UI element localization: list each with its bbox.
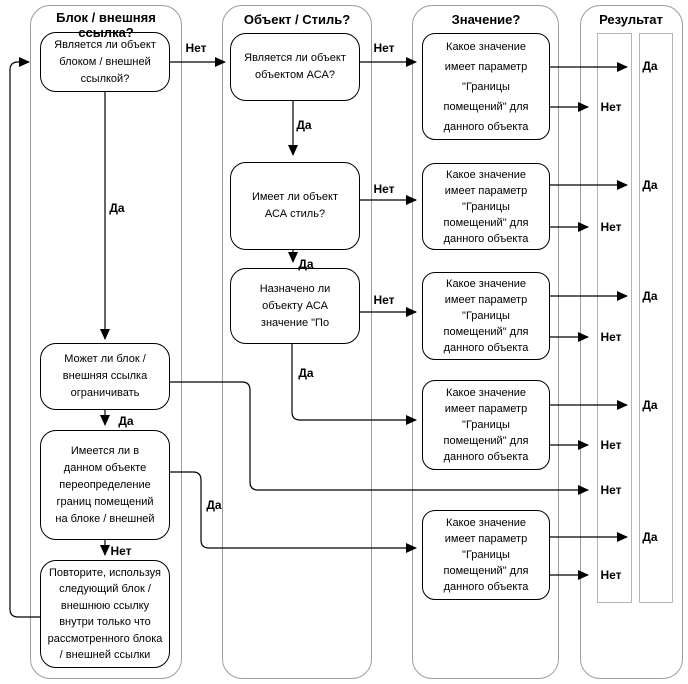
node-assigned-by-style: Назначено ли объекту АСА значение "По: [230, 268, 360, 344]
edge-label-no: Нет: [185, 41, 207, 55]
column-header-object-style: Объект / Стиль?: [243, 12, 351, 27]
result-label-no: Нет: [600, 100, 622, 114]
edge-label-yes: Да: [298, 257, 314, 271]
edge-c3-yes: [292, 344, 416, 420]
node-has-override: Имеется ли в данном объекте переопределение границ помещений на блоке / внешней: [40, 430, 170, 540]
result-label-no: Нет: [600, 483, 622, 497]
edge-label-yes: Да: [109, 201, 125, 215]
node-value-question: Какое значение имеет параметр "Границы помещений" для данного объекта: [422, 510, 550, 600]
result-label-yes: Да: [642, 398, 658, 412]
result-label-no: Нет: [600, 220, 622, 234]
node-repeat-next: Повторите, используя следующий блок / внешнюю ссылку внутри только что рассмотренного блока / внешней ссылки: [40, 560, 170, 668]
edge-repeat-loop: [10, 62, 42, 617]
edge-label-yes: Да: [298, 366, 314, 380]
edge-label-yes: Да: [118, 414, 134, 428]
edge-label-yes: Да: [296, 118, 312, 132]
node-value-question: Какое значение имеет параметр "Границы помещений" для данного объекта: [422, 163, 550, 250]
result-label-yes: Да: [642, 59, 658, 73]
edge-label-no: Нет: [373, 182, 395, 196]
node-is-block-xref: Является ли объект блоком / внешней ссылкой?: [40, 32, 170, 92]
node-value-question: Какое значение имеет параметр "Границы помещений" для данного объекта: [422, 272, 550, 360]
result-label-yes: Да: [642, 178, 658, 192]
node-value-question: Какое значение имеет параметр "Границы помещений" для данного объекта: [422, 380, 550, 470]
edge-label-no: Нет: [110, 544, 132, 558]
column-header-result: Результат: [599, 12, 663, 27]
column-header-value: Значение?: [451, 12, 521, 27]
node-is-aca-object: Является ли объект объектом АСА?: [230, 33, 360, 101]
edge-label-yes: Да: [206, 498, 222, 512]
result-label-no: Нет: [600, 568, 622, 582]
node-has-aca-style: Имеет ли объект АСА стиль?: [230, 162, 360, 250]
edge-label-no: Нет: [373, 293, 395, 307]
result-label-yes: Да: [642, 530, 658, 544]
result-label-yes: Да: [642, 289, 658, 303]
edge-label-no: Нет: [373, 41, 395, 55]
result-label-no: Нет: [600, 438, 622, 452]
node-value-question: Какое значение имеет параметр "Границы помещений" для данного объекта: [422, 33, 550, 140]
node-can-block-limit: Может ли блок / внешняя ссылка ограничивать: [40, 343, 170, 410]
column-header-block-xref: Блок / внешняя ссылка?: [56, 10, 156, 40]
result-label-no: Нет: [600, 330, 622, 344]
